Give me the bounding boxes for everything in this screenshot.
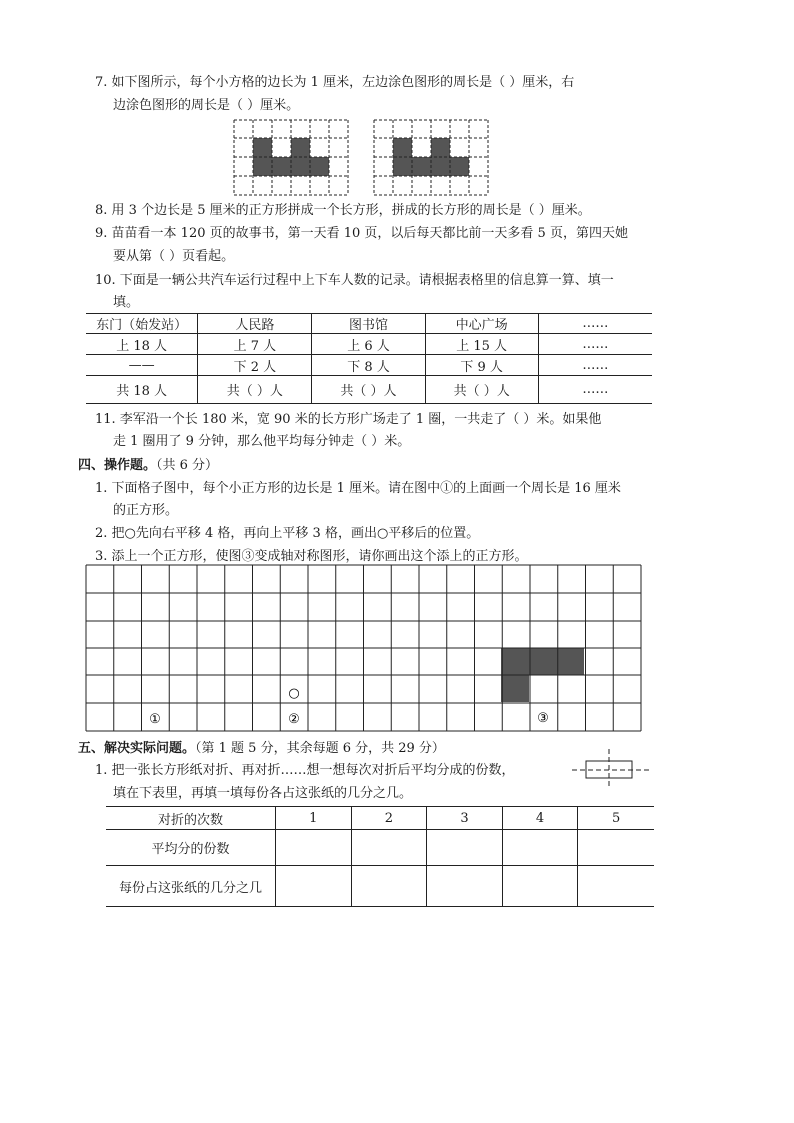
answer-cell[interactable] xyxy=(351,866,427,907)
section4-item2: 2. 把○先向右平移 4 格，再向上平移 3 格，画出○平移后的位置。 xyxy=(95,526,480,541)
q7-left-figure xyxy=(234,120,352,196)
bus-header-cell: …… xyxy=(538,314,652,334)
section5-q1-line1: 1. 把一张长方形纸对折、再对折……想一想每次对折后平均分成的份数， xyxy=(95,763,515,778)
answer-cell[interactable] xyxy=(351,830,427,866)
bus-cell: 上 18 人 xyxy=(86,334,198,355)
bus-header-cell: 东门（始发站） xyxy=(86,314,198,334)
answer-cell[interactable] xyxy=(502,830,578,866)
answer-cell[interactable] xyxy=(578,830,654,866)
section4-title: 四、操作题。 xyxy=(78,458,157,473)
fold-row-header: 对折的次数 xyxy=(106,807,276,830)
bus-header-cell: 图书馆 xyxy=(312,314,425,334)
table-row xyxy=(106,866,654,907)
q7-right-figure xyxy=(374,120,492,196)
bus-cell: 共 18 人 xyxy=(86,376,198,404)
answer-cell[interactable] xyxy=(427,830,503,866)
grid-label-one: ① xyxy=(149,712,161,727)
bus-cell: …… xyxy=(538,334,652,355)
bus-cell: 共（ ）人 xyxy=(198,376,312,404)
table-row xyxy=(86,376,652,404)
table-row xyxy=(86,334,652,355)
q11-text-line2: 走 1 圈用了 9 分钟，那么他平均每分钟走（ ）米。 xyxy=(113,434,411,449)
section4-item3: 3. 添上一个正方形，使图③变成轴对称图形，请你画出这个添上的正方形。 xyxy=(95,549,528,564)
table-row xyxy=(106,807,654,830)
section5-score: （第 1 题 5 分，其余每题 6 分，共 29 分） xyxy=(195,741,445,756)
bus-cell: 上 15 人 xyxy=(425,334,538,355)
section5-heading xyxy=(78,740,445,758)
q9-text-line2: 要从第（ ）页看起。 xyxy=(113,249,235,264)
bus-cell: 下 8 人 xyxy=(312,355,425,376)
bus-table xyxy=(86,313,652,404)
fold-col-header: 1 xyxy=(276,807,352,830)
grid-circle: ○ xyxy=(288,686,300,701)
answer-cell[interactable] xyxy=(578,866,654,907)
section5-q1-line2: 填在下表里，再填一填每份各占这张纸的几分之几。 xyxy=(113,786,413,801)
q7-text-line1: 7. 如下图所示，每个小方格的边长为 1 厘米，左边涂色图形的周长是（ ）厘米，右 xyxy=(95,75,575,90)
q8-text: 8. 用 3 个边长是 5 厘米的正方形拼成一个长方形，拼成的长方形的周长是（ ）厘米。 xyxy=(95,203,591,218)
bus-cell: 共（ ）人 xyxy=(312,376,425,404)
fold-col-header: 3 xyxy=(427,807,503,830)
bus-header-cell: 中心广场 xyxy=(425,314,538,334)
answer-cell[interactable] xyxy=(276,866,352,907)
q11-text-line1: 11. 李军沿一个长 180 米，宽 90 米的长方形广场走了 1 圈，一共走了（ ）米。如果他 xyxy=(95,412,602,427)
fold-row-header: 每份占这张纸的几分之几 xyxy=(106,866,276,907)
q10-text-line1: 10. 下面是一辆公共汽车运行过程中上下车人数的记录。请根据表格里的信息算一算、填一 xyxy=(95,273,614,288)
answer-cell[interactable] xyxy=(276,830,352,866)
fold-row-header: 平均分的份数 xyxy=(106,830,276,866)
bus-cell: 上 6 人 xyxy=(312,334,425,355)
bus-cell: 上 7 人 xyxy=(198,334,312,355)
answer-cell[interactable] xyxy=(502,866,578,907)
bus-header-cell: 人民路 xyxy=(198,314,312,334)
bus-cell: 下 2 人 xyxy=(198,355,312,376)
answer-cell[interactable] xyxy=(427,866,503,907)
shaded-shape-bottom xyxy=(501,675,529,702)
section4-score: （共 6 分） xyxy=(156,458,219,473)
shaded-shape-top xyxy=(501,648,584,675)
q10-text-line2: 填。 xyxy=(113,295,140,310)
section4-item1-line2: 的正方形。 xyxy=(113,503,179,518)
bus-cell: …… xyxy=(538,355,652,376)
section4-item1-line1: 1. 下面格子图中，每个小正方形的边长是 1 厘米。请在图中①的上面画一个周长是 16 厘米 xyxy=(95,481,621,496)
grid-label-three: ③ xyxy=(537,711,549,726)
folding-table xyxy=(106,806,654,907)
section5-title: 五、解决实际问题。 xyxy=(78,741,196,756)
section4-heading xyxy=(78,457,218,475)
bus-table-header-row xyxy=(86,314,652,334)
bus-cell: 下 9 人 xyxy=(425,355,538,376)
bus-cell: …… xyxy=(538,376,652,404)
folded-paper-icon xyxy=(570,748,654,790)
fold-col-header: 4 xyxy=(502,807,578,830)
operation-grid xyxy=(86,565,642,732)
table-row xyxy=(106,830,654,866)
grid-label-two: ② xyxy=(288,712,300,727)
q7-text-line2: 边涂色图形的周长是（ ）厘米。 xyxy=(113,98,300,113)
fold-col-header: 5 xyxy=(578,807,654,830)
q9-text-line1: 9. 苗苗看一本 120 页的故事书，第一天看 10 页，以后每天都比前一天多看 5 页，第四天她 xyxy=(95,226,628,241)
bus-cell: —— xyxy=(86,355,198,376)
table-row xyxy=(86,355,652,376)
fold-col-header: 2 xyxy=(351,807,427,830)
bus-cell: 共（ ）人 xyxy=(425,376,538,404)
